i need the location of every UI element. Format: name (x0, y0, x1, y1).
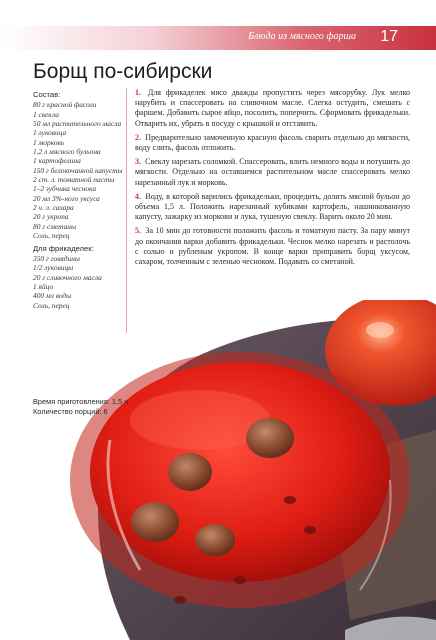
meatball-ingredient-item: Соль, перец (33, 300, 70, 310)
ingredient-item: 150 г белокочанной капусты (33, 165, 123, 175)
prep-time: Время приготовления: 1,5 ч (33, 397, 129, 406)
ingredient-item: 50 мл растительного масла (33, 119, 122, 129)
ingredient-item: 1 свекла (33, 109, 59, 119)
recipe-step (135, 157, 410, 188)
step-text: За 10 мин до готовности положить фасоль и томатную пасту. За пару минут до окончания варки добавить фрикадельки. Чеснок мелко нарезать и растолочь с солью и рубленым укропом. В конце варки приправить борщ уксусом, сахаром, толченным с зеленью чесноком. Подавать со сметаной. (135, 226, 411, 267)
recipe-step (135, 133, 410, 153)
step-text: Воду, в которой варились фрикадельки, процедить, долить мясной бульон до объема 1,5 л. Положить нарезанный кубиками картофель, нашинкованную капусту, зажарку из моркови и лука, тушеную свеклу. Варить около 20 мин. (135, 191, 411, 222)
ingredient-item: 2 ст. л. томатной пасты (33, 175, 115, 185)
recipe-steps (135, 88, 410, 271)
meatball-ingredient-item: 1 яйцо (33, 281, 54, 291)
ingredients-list (33, 90, 125, 310)
meatball-ingredient-item: 1/2 луковицы (33, 263, 74, 273)
column-divider (126, 88, 127, 333)
step-text: Свеклу нарезать соломкой. Спассеровать, влить немного воды и потушить до мягкости. Отдельно на оставшемся растительном масле спассеровать мелко нарезанный лук и морковь. (135, 157, 410, 187)
ingredient-item: 80 г сметаны (33, 221, 76, 231)
step-number: 4. (135, 191, 141, 201)
step-number: 2. (135, 132, 141, 142)
step-number: 5. (135, 226, 141, 236)
ingredient-item: 2 ч. л. сахара (33, 203, 74, 213)
meatball-ingredient-item: 350 г говядины (33, 253, 80, 263)
ingredient-item: 80 г красной фасоли (33, 100, 97, 110)
step-number: 3. (135, 157, 141, 167)
ingredient-item: 1 морковь (33, 137, 65, 147)
ingredient-item: 1–2 зубчика чеснока (33, 184, 97, 194)
recipe-info (33, 397, 128, 417)
ingredient-item: 20 г укропа (33, 212, 69, 222)
meatball-ingredient-item: 20 г сливочного масла (33, 272, 102, 282)
ingredient-item: 20 мл 3%-ного уксуса (33, 193, 100, 203)
recipe-step (135, 226, 410, 267)
ingredient-item: 1,2 л мясного бульона (33, 147, 101, 157)
ingredient-item: Соль, перец (33, 231, 70, 241)
section-title: Блюда из мясного фарша (248, 31, 356, 42)
borscht-photo (0, 300, 436, 640)
recipe-step (135, 192, 410, 223)
ingredient-item: 1 картофелина (33, 156, 81, 166)
step-text: Для фрикаделек мясо дважды пропустить через мясорубку. Лук мелко нарубить и спассеровать на сливочном масле. Слегка остудить, смешать с фаршем. Добавить сырое яйцо, посолить, поперчить. Сформовать фрикадельки. Отварить их, убрать в посуду с крышкой и отставить. (135, 88, 410, 128)
ingredients-heading: Состав: (33, 90, 61, 99)
header-band (0, 26, 436, 50)
recipe-step (135, 88, 410, 129)
meatballs-heading: Для фрикаделек: (33, 243, 94, 253)
step-text: Предварительно замоченную красную фасоль сварить отдельно до мягкости, воду слить, фасоль отложить. (135, 132, 411, 153)
step-number: 1. (135, 88, 141, 97)
meatball-ingredient-item: 400 мл воды (33, 291, 72, 301)
servings: Количество порций: 6 (33, 407, 108, 416)
recipe-title: Борщ по-сибирски (33, 60, 213, 83)
page-number: 17 (380, 28, 398, 45)
ingredient-item: 1 луковица (33, 128, 67, 138)
